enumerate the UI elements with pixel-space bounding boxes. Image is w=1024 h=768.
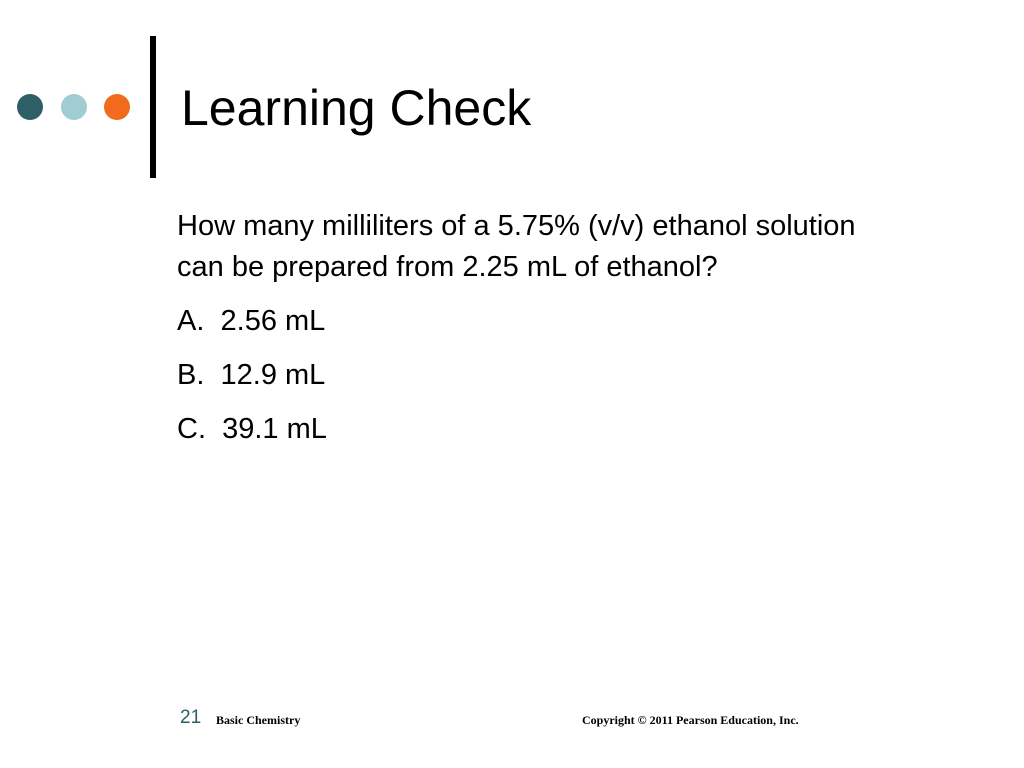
answer-option-a: A. 2.56 mL xyxy=(177,305,326,337)
light-teal-dot-decoration xyxy=(61,94,87,120)
title-divider-bar xyxy=(150,36,156,178)
dark-teal-dot-decoration xyxy=(17,94,43,120)
slide-title: Learning Check xyxy=(181,80,532,136)
footer-course-title: Basic Chemistry xyxy=(216,713,301,727)
answer-option-c: C. 39.1 mL xyxy=(177,413,327,445)
footer-copyright: Copyright © 2011 Pearson Education, Inc. xyxy=(582,713,799,727)
slide-number: 21 xyxy=(180,707,202,728)
answer-option-b: B. 12.9 mL xyxy=(177,359,326,391)
orange-dot-decoration xyxy=(104,94,130,120)
question-text: How many milliliters of a 5.75% (v/v) ethanol solution can be prepared from 2.25 mL of ethanol? xyxy=(177,210,856,283)
slide-body xyxy=(177,206,877,450)
